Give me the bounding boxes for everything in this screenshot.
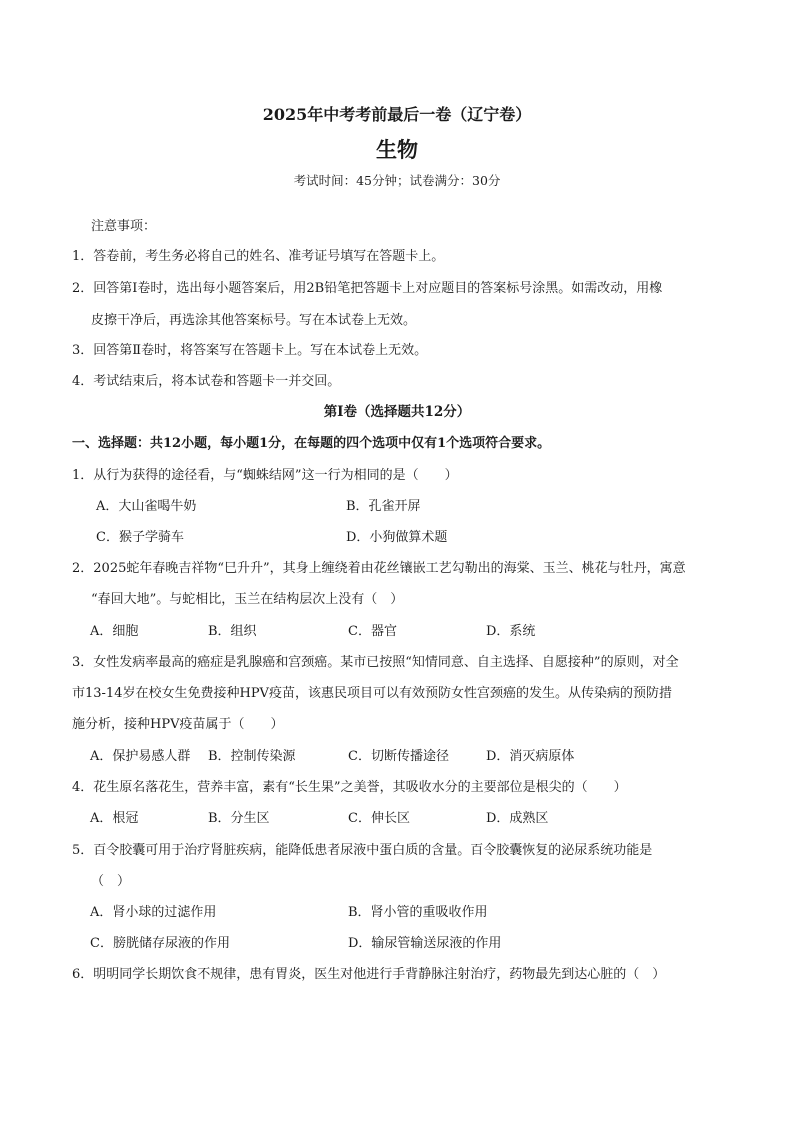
option-c: C．切断传播途径 — [348, 749, 449, 764]
options-row — [90, 904, 734, 922]
option-d: D．消灭病原体 — [486, 749, 575, 764]
option-b: B．分生区 — [208, 811, 270, 826]
section-instruction: 一、选择题：共12小题，每小题1分，在每题的四个选项中仅有1个选项符合要求。 — [72, 436, 551, 451]
question-2-cont: “春回大地”。与蛇相比，玉兰在结构层次上没有（ ） — [91, 592, 404, 607]
options-row — [90, 748, 734, 766]
options-row — [90, 498, 734, 516]
question-3-cont: 施分析，接种HPV疫苗属于（ ） — [72, 717, 284, 732]
note-line: 4．考试结束后，将本试卷和答题卡一并交回。 — [72, 374, 341, 389]
option-c: C．猴子学骑车 — [96, 530, 184, 545]
question-5-cont: （ ） — [91, 874, 131, 889]
exam-info: 考试时间：45分钟；试卷满分：30分 — [293, 173, 501, 188]
option-a: A．根冠 — [90, 811, 139, 826]
option-d: D．系统 — [486, 624, 536, 639]
option-c: C．器官 — [348, 624, 397, 639]
note-line: 2．回答第Ⅰ卷时，选出每小题答案后，用2B铅笔把答题卡上对应题目的答案标号涂黑。如需改动，用橡 — [72, 281, 663, 296]
option-d: D．小狗做算术题 — [346, 530, 448, 545]
option-b: B．组织 — [208, 624, 257, 639]
option-b: B．孔雀开屏 — [346, 499, 421, 514]
option-a: A．大山雀喝牛奶 — [96, 499, 197, 514]
question-3: 3．女性发病率最高的癌症是乳腺癌和宫颈癌。某市已按照“知情同意、自主选择、自愿接种”的原则，对全 — [72, 655, 679, 670]
option-a: A．肾小球的过滤作用 — [90, 905, 217, 920]
exam-subject: 生物 — [376, 137, 418, 162]
question-5: 5．百令胶囊可用于治疗肾脏疾病，能降低患者尿液中蛋白质的含量。百令胶囊恢复的泌尿系统功能是 — [72, 843, 653, 858]
options-row — [90, 623, 734, 641]
note-line: 1．答卷前，考生务必将自己的姓名、准考证号填写在答题卡上。 — [72, 249, 445, 264]
question-4: 4．花生原名落花生，营养丰富，素有“长生果”之美誉，其吸收水分的主要部位是根尖的（ ） — [72, 780, 627, 795]
option-b: B．控制传染源 — [208, 749, 296, 764]
options-row — [90, 935, 734, 953]
exam-title: 2025年中考考前最后一卷（辽宁卷） — [262, 105, 532, 124]
option-d: D．成熟区 — [486, 811, 549, 826]
options-row — [90, 810, 734, 828]
option-c: C．伸长区 — [348, 811, 410, 826]
option-a: A．保护易感人群 — [90, 749, 191, 764]
option-a: A．细胞 — [90, 624, 139, 639]
note-line: 皮擦干净后，再选涂其他答案标号。写在本试卷上无效。 — [91, 313, 417, 328]
question-2: 2．2025蛇年春晚吉祥物“巳升升”，其身上缠绕着由花丝镶嵌工艺勾勒出的海棠、玉兰、桃花与牡丹，寓意 — [72, 561, 686, 576]
notes-heading: 注意事项： — [91, 219, 157, 234]
option-b: B．肾小管的重吸收作用 — [348, 905, 488, 920]
question-1: 1．从行为获得的途径看，与“蜘蛛结网”这一行为相同的是（ ） — [72, 468, 458, 483]
note-line: 3．回答第Ⅱ卷时，将答案写在答题卡上。写在本试卷上无效。 — [72, 343, 428, 358]
option-c: C．膀胱储存尿液的作用 — [90, 936, 230, 951]
option-d: D．输尿管输送尿液的作用 — [348, 936, 502, 951]
options-row — [90, 529, 734, 547]
section-title: 第Ⅰ卷（选择题共12分） — [323, 404, 471, 420]
question-6: 6．明明同学长期饮食不规律，患有胃炎，医生对他进行手背静脉注射治疗，药物最先到达心脏的（ ） — [72, 967, 666, 982]
question-3-cont: 市13-14岁在校女生免费接种HPV疫苗，该惠民项目可以有效预防女性宫颈癌的发生。从传染病的预防措 — [72, 686, 672, 701]
